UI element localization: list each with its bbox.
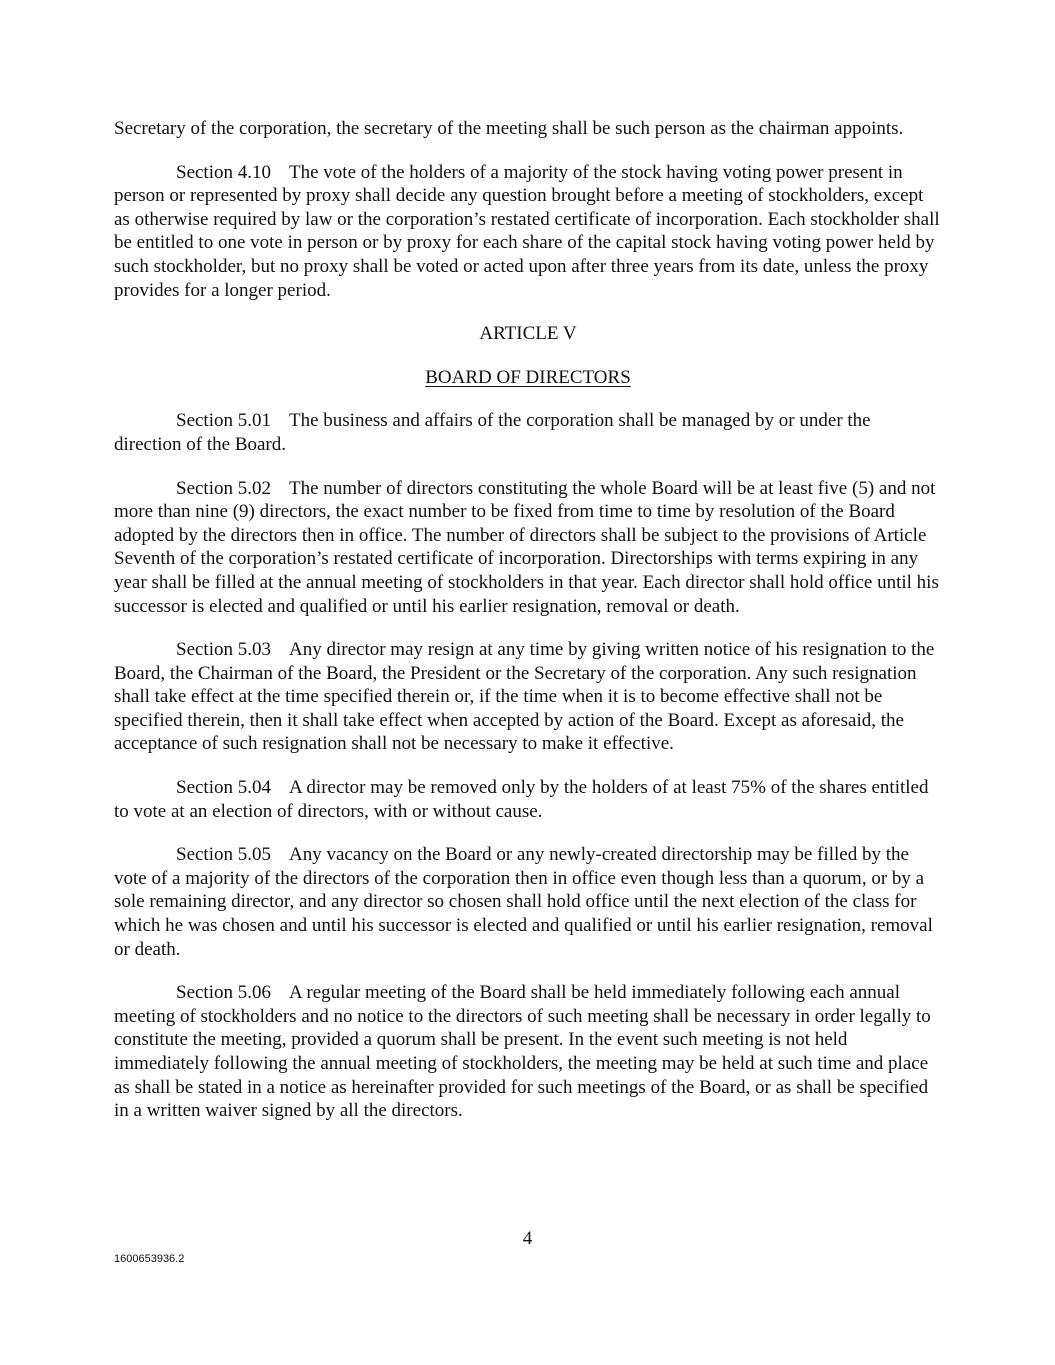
section-number: Section 5.05 [176,844,271,866]
section-paragraph-5-03 [114,638,942,756]
section-text: Any vacancy on the Board or any newly-created directorship may be filled by the vote of a majority of the directors of the corporation then in office even though less than a quorum, or by a sole remaining director, and any director so chosen shall hold office until the next election of the class for which he was chosen and until his successor is elected and qualified or until his earlier resignation, removal or death. [114,844,933,960]
page-number: 4 [522,1228,533,1249]
section-number: Section 5.01 [176,410,271,432]
section-number: Section 5.06 [176,982,271,1004]
document-body [114,117,942,1143]
article-heading: ARTICLE V [479,323,577,345]
section-text: A regular meeting of the Board shall be held immediately following each annual meeting of stockholders and no notice to the directors of such meeting shall be necessary in order legally to constitute the meeting, provided a quorum shall be present. In the event such meeting is not held immediately following the annual meeting of stockholders, the meeting may be held at such time and place as shall be stated in a notice as hereinafter provided for such meetings of the Board, or as shall be specified in a written waiver signed by all the directors. [114,982,931,1122]
section-text: Any director may resign at any time by giving written notice of his resignation to the Board, the Chairman of the Board, the President or the Secretary of the corporation. Any such resignation shall take effect at the time specified therein or, if the time when it is to become effective shall not be specified therein, then it shall take effect when accepted by action of the Board. Except as aforesaid, the acceptance of such resignation shall not be necessary to make it effective. [114,639,935,755]
document-id: 1600653936.2 [114,1253,185,1265]
section-number: Section 5.02 [176,477,271,499]
section-paragraph-5-06 [114,981,942,1123]
article-title-text: BOARD OF DIRECTORS [425,366,631,388]
section-number: Section 4.10 [176,161,271,183]
section-number: Section 5.03 [176,639,271,661]
intro-paragraph: Secretary of the corporation, the secretary of the meeting shall be such person as the chairman appoints. [114,118,904,139]
article-title [114,366,942,390]
section-text: The number of directors constituting the whole Board will be at least five (5) and not more than nine (9) directors, the exact number to be fixed from time to time by resolution of the Board adopted by the directors then in office. The number of directors shall be subject to the provisions of Article Seventh of the corporation’s restated certificate of incorporation. Directorships with terms expiring in any year shall be filled at the annual meeting of stockholders in that year. Each director shall hold office until his successor is elected and qualified or until his earlier resignation, removal or death. [114,477,939,617]
section-paragraph-5-02 [114,477,942,619]
section-number: Section 5.04 [176,777,271,799]
section-text: The business and affairs of the corporation shall be managed by or under the direction of the Board. [114,410,871,455]
section-text: A director may be removed only by the holders of at least 75% of the shares entitled to vote at an election of directors, with or without cause. [114,777,929,822]
section-paragraph-5-04 [114,776,942,823]
section-paragraph-5-05 [114,843,942,961]
section-paragraph-5-01 [114,409,942,456]
section-text: The vote of the holders of a majority of the stock having voting power present in person or represented by proxy shall decide any question brought before a meeting of stockholders, except as otherwise required by law or the corporation’s restated certificate of incorporation. Each stockholder shall be entitled to one vote in person or by proxy for each share of the capital stock having voting power held by such stockholder, but no proxy shall be voted or acted upon after three years from its date, unless the proxy provides for a longer period. [114,161,940,301]
section-paragraph-4-10 [114,161,942,303]
